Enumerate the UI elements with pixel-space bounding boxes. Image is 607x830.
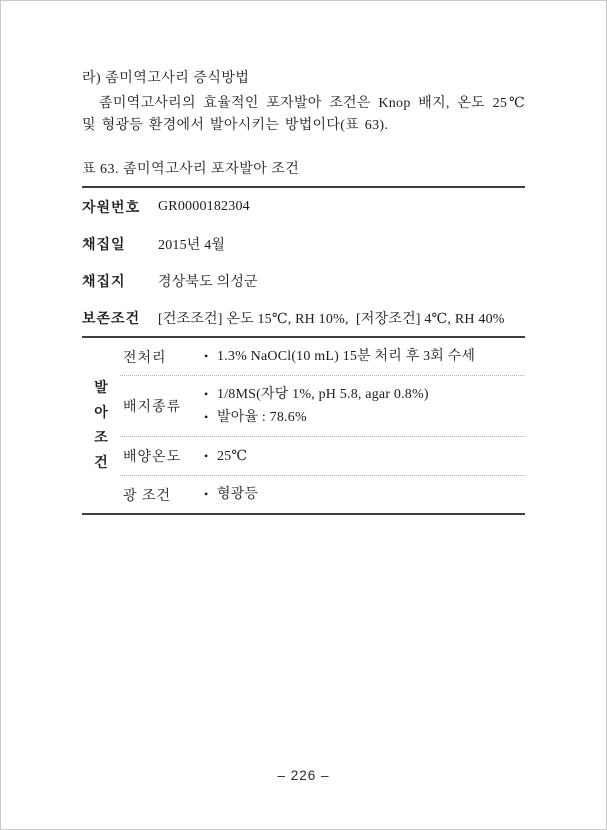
bullet-item [204, 483, 525, 506]
conditions-table [82, 186, 525, 515]
germination-rows [120, 338, 525, 513]
row-values-light-condition [204, 483, 525, 506]
table-row [82, 299, 525, 336]
germination-section [82, 338, 525, 513]
table-row [82, 188, 525, 225]
row-label-resource-id: 자원번호 [82, 200, 141, 216]
group-label-char: 건 [94, 455, 108, 471]
bullet-text: 발아율 : 78.6% [217, 410, 307, 425]
table-row [120, 375, 525, 436]
bullet-item [204, 383, 525, 406]
row-label-preservation: 보존조건 [82, 311, 141, 327]
table-bottom-rule [82, 513, 525, 515]
row-value-preservation: [건조조건] 온도 15℃, RH 10%, [저장조건] 4℃, RH 40% [158, 311, 505, 327]
row-label-pretreatment: 전처리 [123, 350, 167, 366]
row-values-pretreatment [204, 345, 525, 368]
group-label-char: 아 [94, 405, 108, 421]
bullet-text: 형광등 [217, 487, 259, 502]
bullet-text: 1.3% NaOCl(10 mL) 15분 처리 후 3회 수세 [217, 349, 476, 364]
table-row [120, 436, 525, 475]
table-row [82, 262, 525, 299]
page-number: – 226 – [277, 768, 330, 783]
row-label-collection-date: 채집일 [82, 237, 126, 253]
row-values-culture-temp [204, 445, 525, 468]
section-heading: 라) 좀미역고사리 증식방법 [82, 71, 250, 86]
row-label-light-condition: 광 조건 [123, 488, 172, 504]
bullet-item [204, 406, 525, 429]
group-label-char: 발 [94, 380, 108, 396]
bullet-item [204, 445, 525, 468]
bullet-text: 1/8MS(자당 1%, pH 5.8, agar 0.8%) [217, 387, 429, 402]
row-label-collection-site: 채집지 [82, 274, 126, 290]
bullet-icon: • [204, 487, 209, 501]
body-paragraph: 좀미역고사리의 효율적인 포자발아 조건은 Knop 배지, 온도 25℃ 및 형광등 환경에서 발아시키는 방법이다(표 63). [82, 96, 525, 133]
table-row [82, 225, 525, 262]
germination-group-label [82, 338, 120, 513]
table-row [120, 338, 525, 375]
row-values-medium-type [204, 383, 525, 429]
bullet-icon: • [204, 387, 209, 401]
group-label-char: 조 [94, 430, 108, 446]
table-caption: 표 63. 좀미역고사리 포자발아 조건 [82, 162, 300, 177]
row-value-collection-date: 2015년 4월 [158, 237, 226, 253]
row-value-collection-site: 경상북도 의성군 [158, 274, 258, 290]
row-label-medium-type: 배지종류 [123, 400, 182, 415]
row-value-resource-id: GR0000182304 [158, 198, 250, 214]
bullet-icon: • [204, 410, 209, 424]
row-label-culture-temp: 배양온도 [123, 450, 182, 465]
bullet-text: 25℃ [217, 448, 248, 464]
bullet-icon: • [204, 349, 209, 363]
bullet-item [204, 345, 525, 368]
table-row [120, 475, 525, 513]
bullet-icon: • [204, 448, 209, 463]
